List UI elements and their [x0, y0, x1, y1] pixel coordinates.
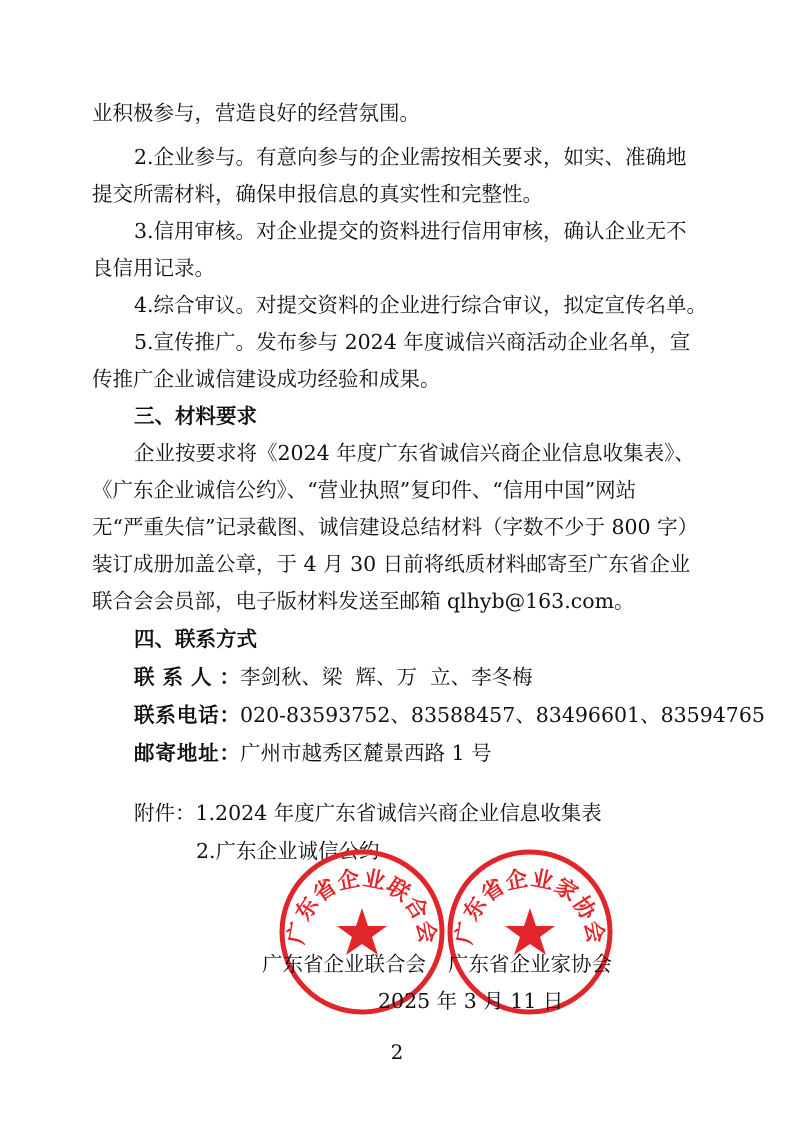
contact-label: 联系人：: [134, 665, 240, 689]
signature-orgs: [262, 945, 612, 983]
contact-row-phone: [134, 696, 765, 734]
attachment-line-2: 2.广东企业诚信公约: [196, 839, 380, 863]
signature-org-2: 广东省企业家协会: [448, 952, 612, 976]
body-line-6: 4.综合审议。对提交资料的企业进行综合审议，拟定宣传名单。: [134, 293, 708, 317]
section3-line-4: 装订成册加盖公章，于 4 月 30 日前将纸质材料邮寄至广东省企业: [92, 552, 691, 576]
section3-line-5: 联合会会员部，电子版材料发送至邮箱 qlhyb@163.com。: [92, 589, 635, 613]
page-number: 2: [390, 1040, 404, 1064]
section3-line-1: 企业按要求将《2024 年度广东省诚信兴商企业信息收集表》、: [134, 441, 695, 465]
contact-value: 广州市越秀区麓景西路 1 号: [240, 741, 492, 765]
section4-heading: 四、联系方式: [134, 627, 257, 651]
seal-entrepreneurs-text: 广东省企业家协会: [452, 866, 608, 947]
attachment-item: 1.2024 年度广东省诚信兴商企业信息收集表: [195, 801, 602, 825]
attachment-prefix: 附件：: [134, 801, 196, 825]
seal-federation-text: 广东省企业联合会: [284, 866, 440, 947]
signature-org-1: 广东省企业联合会: [262, 952, 426, 976]
contact-label: 联系电话：: [134, 703, 240, 727]
section3-heading: 三、材料要求: [134, 404, 257, 428]
contact-label: 邮寄地址：: [134, 741, 240, 765]
section3-line-3: 无“严重失信”记录截图、诚信建设总结材料（字数不少于 800 字）: [92, 515, 699, 539]
body-line-3: 提交所需材料，确保申报信息的真实性和完整性。: [92, 182, 543, 206]
body-line-7: 5.宣传推广。发布参与 2024 年度诚信兴商活动企业名单，宣: [134, 330, 691, 354]
body-line-1: 业积极参与，营造良好的经营氛围。: [92, 101, 420, 125]
contact-row-person: [134, 658, 749, 696]
body-line-4: 3.信用审核。对企业提交的资料进行信用审核，确认企业无不: [134, 219, 687, 243]
body-line-8: 传推广企业诚信建设成功经验和成果。: [92, 367, 441, 391]
attachment-line-1: [134, 794, 749, 832]
body-line-5: 良信用记录。: [92, 256, 215, 280]
section3-line-2: 《广东企业诚信公约》、“营业执照”复印件、“信用中国”网站: [92, 478, 637, 502]
contact-value: 020-83593752、83588457、83496601、83594765: [240, 703, 765, 727]
contact-row-address: [134, 734, 749, 772]
signature-date: 2025 年 3 月 11 日: [378, 989, 564, 1013]
contact-value: 李剑秋、梁 辉、万 立、李冬梅: [240, 665, 533, 689]
body-line-2: 2.企业参与。有意向参与的企业需按相关要求，如实、准确地: [134, 145, 687, 169]
